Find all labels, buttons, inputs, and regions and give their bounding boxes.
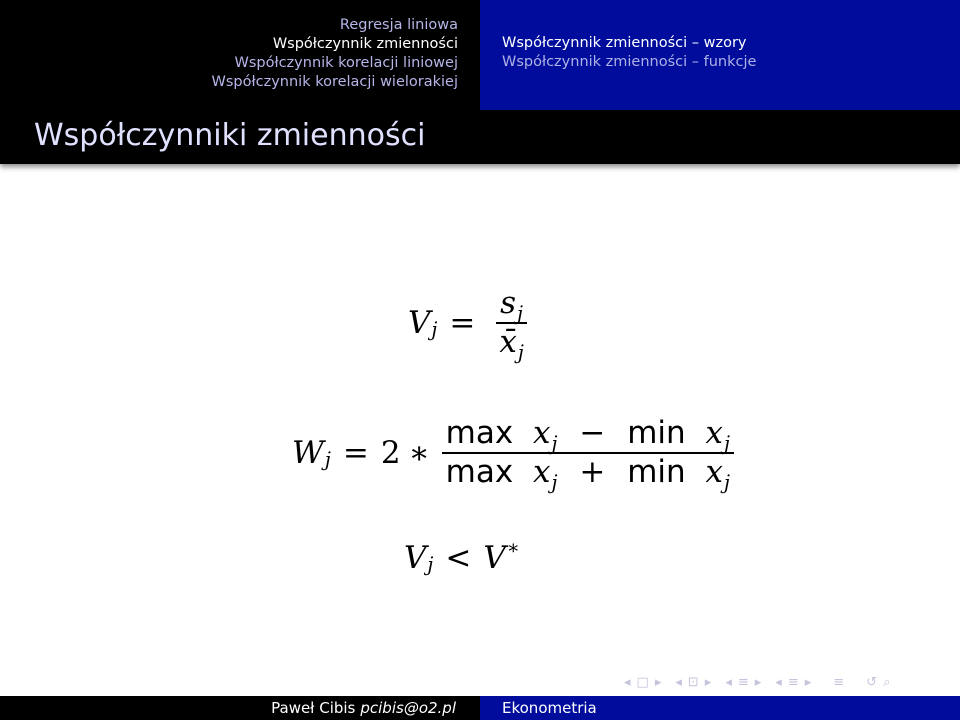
f2-lhs-sub: j xyxy=(324,448,331,472)
next-frame-icon[interactable]: ▸ xyxy=(704,674,712,690)
f1-fraction xyxy=(495,285,527,364)
nav-section-korelacja-wielorakiej[interactable]: Współczynnik korelacji wielorakiej xyxy=(211,74,458,90)
section-icon[interactable]: ≡ xyxy=(787,674,799,690)
f2-fraction xyxy=(442,415,734,494)
f2-minus: − xyxy=(579,415,606,451)
footer-email: pcibis@o2.pl xyxy=(360,699,456,717)
frame-icon[interactable]: ⊡ xyxy=(687,674,699,690)
nav-section-regresja[interactable]: Regresja liniowa xyxy=(339,17,458,33)
footer-course: Ekonometria xyxy=(502,699,597,717)
f3-lhs-sub: j xyxy=(427,553,434,577)
f2-numerator xyxy=(442,415,734,455)
header-sections xyxy=(0,0,480,110)
f2-den-x2: x xyxy=(705,454,724,490)
footer-bar xyxy=(0,696,960,720)
slide-icon[interactable]: □ xyxy=(636,674,649,690)
footer-title-box xyxy=(480,696,960,720)
prev-section-icon[interactable]: ◂ xyxy=(775,674,782,690)
f2-coef: 2 xyxy=(380,435,401,471)
search-icon[interactable]: ⌕ xyxy=(883,674,891,690)
next-section-icon[interactable]: ▸ xyxy=(804,674,812,690)
f2-num-sub1: j xyxy=(551,431,558,455)
f1-lhs-sub: j xyxy=(431,318,438,342)
f2-den-max: max xyxy=(445,454,514,490)
subsection-icon[interactable]: ≡ xyxy=(737,674,749,690)
prev-frame-icon[interactable]: ◂ xyxy=(675,674,682,690)
footer-author-box xyxy=(0,696,480,720)
f2-num-x1: x xyxy=(533,415,551,451)
f2-lhs: W xyxy=(292,435,324,471)
f2-star: ∗ xyxy=(408,435,430,471)
next-subsection-icon[interactable]: ▸ xyxy=(754,674,762,690)
f2-num-sub2: j xyxy=(724,431,730,455)
f3-lhs: V xyxy=(404,540,427,576)
f2-den-x1: x xyxy=(533,454,551,490)
document-icon[interactable]: ≡ xyxy=(833,674,845,690)
nav-section-korelacja-liniowa[interactable]: Współczynnik korelacji liniowej xyxy=(234,55,458,71)
f2-den-min: min xyxy=(627,454,686,490)
formula-range-coefficient xyxy=(292,415,734,494)
f3-less-than: < xyxy=(445,540,472,576)
frame-title: Współczynniki zmienności xyxy=(34,118,426,153)
f3-rhs-sup: ∗ xyxy=(506,535,520,559)
beamer-navigation-symbols xyxy=(624,672,960,692)
f2-num-min: min xyxy=(627,415,686,451)
f2-equals: = xyxy=(342,435,369,471)
nav-subsection-funkcje[interactable]: Współczynnik zmienności – funkcje xyxy=(502,54,757,70)
frame-title-bar xyxy=(0,110,960,164)
header-bar xyxy=(0,0,960,110)
f2-denominator xyxy=(442,454,734,494)
back-search-icon[interactable]: ↺ xyxy=(866,674,878,690)
f1-num-sub: j xyxy=(517,301,524,325)
header-subsections xyxy=(480,0,960,110)
f2-plus: + xyxy=(579,454,606,490)
f2-num-x2: x xyxy=(705,415,724,451)
f1-numerator xyxy=(496,285,527,325)
f1-num-symbol: s xyxy=(500,285,517,321)
footer-author: Paweł Cibis xyxy=(271,699,356,717)
formula-coefficient-of-variation xyxy=(408,285,528,364)
f3-rhs: V xyxy=(483,540,506,576)
f1-denominator xyxy=(495,324,527,364)
next-slide-icon[interactable]: ▸ xyxy=(654,674,662,690)
f1-equals: = xyxy=(449,305,476,341)
nav-section-wspolczynnik-zmiennosci[interactable]: Współczynnik zmienności xyxy=(272,36,458,52)
f1-den-sub: j xyxy=(517,340,524,364)
nav-subsection-wzory[interactable]: Współczynnik zmienności – wzory xyxy=(502,35,747,51)
f1-den-symbol: x̄ xyxy=(499,324,517,360)
prev-slide-icon[interactable]: ◂ xyxy=(624,674,631,690)
prev-subsection-icon[interactable]: ◂ xyxy=(725,674,732,690)
f2-num-max: max xyxy=(445,415,514,451)
f2-den-sub2: j xyxy=(724,470,730,494)
f1-lhs: V xyxy=(408,305,431,341)
formula-threshold xyxy=(404,535,520,577)
f2-den-sub1: j xyxy=(551,470,558,494)
